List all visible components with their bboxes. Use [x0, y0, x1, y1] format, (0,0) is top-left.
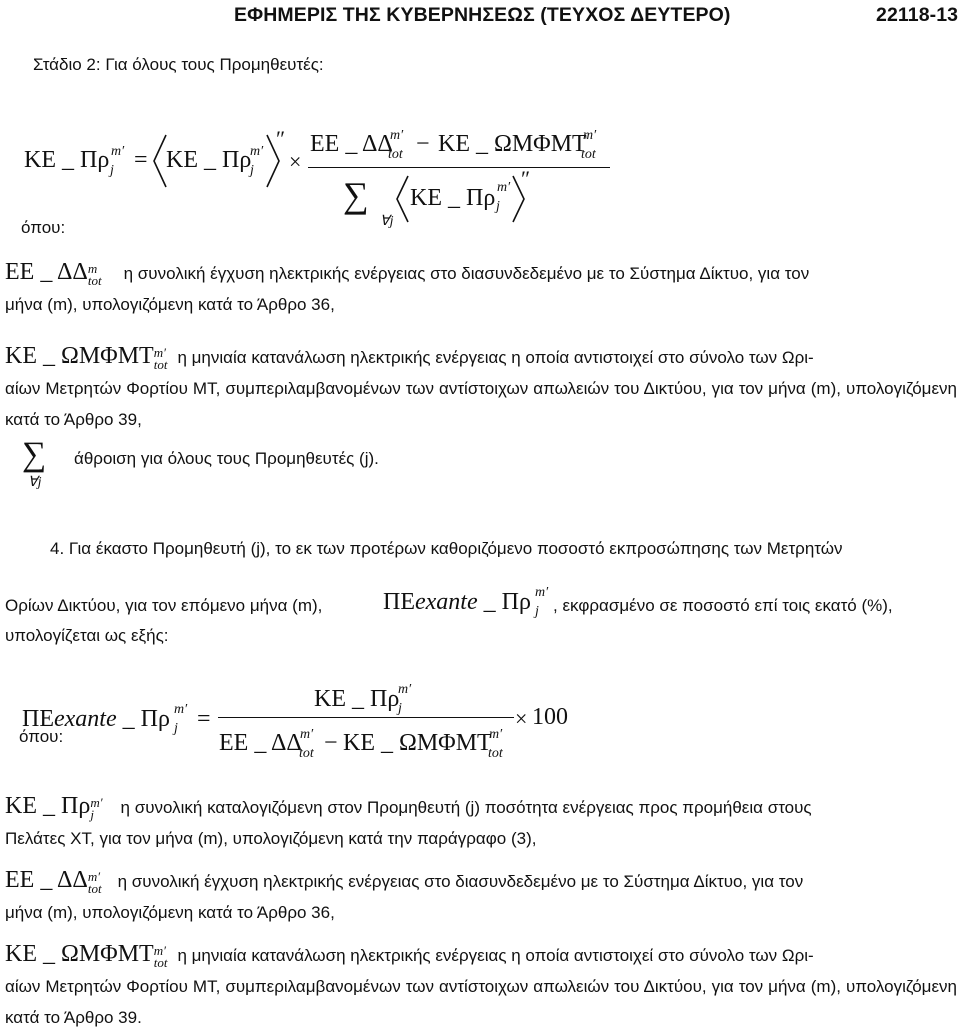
def-text-cont: μήνα (m), υπολογιζόμενη κατά το Άρθρο 36, [5, 295, 335, 314]
def-text-cont: αίων Μετρητών Φορτίου ΜΤ, συμπεριλαμβανομένων των αντίστοιχων απωλειών του Δικτύου, για τον μήνα (m), υπολογιζόμενη κατά το Άρθρο 39. [5, 977, 957, 1027]
def-text-cont: μήνα (m), υπολογιζόμενη κατά το Άρθρο 36, [5, 903, 335, 922]
section-4-line2a: Ορίων Δικτύου, για τον επόμενο μήνα (m), [5, 596, 323, 615]
f2-lhs-sub: j [174, 721, 178, 736]
f2-num-sub: j [398, 701, 402, 716]
f1-lhs: ΚΕ _ Πρ [24, 147, 110, 173]
f1-lhs-sup: m′ [111, 144, 125, 159]
f1-num-a-sub: tot [388, 147, 403, 162]
def-symbol: ΕΕ _ ΔΔ [5, 867, 88, 893]
def-symbol: ΚΕ _ ΩΜΦΜΤ [5, 941, 154, 967]
where-label-2: όπου: [19, 727, 64, 746]
definition-ke-omfmt-2: ΚΕ _ ΩΜΦΜΤ m′ tot η μηνιαία κατανάλωση ηλεκτρικής ενέργειας η οποία αντιστοιχεί στο σύνολο των Ωρι- αίων Μετρητών Φορτίου ΜΤ, συμπεριλαμβανομένων των αντίστοιχων απωλειών του Δικτύου, για τον μήνα (m), υπολογιζόμενη κατά το Άρθρο 39. [5, 941, 957, 1027]
f1-rhs-sup: m′ [250, 144, 264, 159]
f1-den-sup: m′ [497, 180, 511, 195]
f1-num-a: ΕΕ _ ΔΔ [310, 131, 393, 157]
f1-num-b: ΚΕ _ ΩΜΦΜΤ [438, 131, 587, 157]
f1-double-prime: ″ [276, 126, 286, 151]
f2-lhs-sup: m′ [174, 702, 188, 717]
def-symbol: ΚΕ _ ΩΜΦΜΤ [5, 343, 154, 369]
definition-ee-dd-1: ΕΕ _ ΔΔ m tot η συνολική έγχυση ηλεκτρικής ενέργειας στο διασυνδεδεμένο με το Σύστημα Δίκτυο, για τον μήνα (m), υπολογιζόμενη κατά το Άρθρο 36, [5, 259, 810, 314]
f1-den-sub: j [496, 199, 500, 214]
def-text: η μηνιαία κατανάλωση ηλεκτρικής ενέργειας η οποία αντιστοιχεί στο σύνολο των Ωρι- [177, 348, 814, 367]
def-text-cont: Πελάτες ΧΤ, για τον μήνα (m), υπολογιζόμενη κατά την παράγραφο (3), [5, 829, 537, 848]
definition-ee-dd-2: ΕΕ _ ΔΔ m′ tot η συνολική έγχυση ηλεκτρικής ενέργειας στο διασυνδεδεμένο με το Σύστημα Δίκτυο, για τον μήνα (m), υπολογιζόμενη κατά το Άρθρο 36, [5, 867, 804, 922]
f2-lhs: ΠΕexante _ Πρ [22, 706, 170, 732]
f1-sum-sub: ∀j [380, 214, 394, 229]
f2-den-a: ΕΕ _ ΔΔ [219, 730, 302, 756]
def-text: η συνολική έγχυση ηλεκτρικής ενέργειας στο διασυνδεδεμένο με το Σύστημα Δίκτυο, για τον [123, 264, 810, 283]
f2-num: ΚΕ _ Πρ [314, 686, 400, 712]
def-text: η συνολική έγχυση ηλεκτρικής ενέργειας στο διασυνδεδεμένο με το Σύστημα Δίκτυο, για τον [117, 872, 804, 891]
f2-den-b-sub: tot [488, 746, 503, 761]
definition-ke-pr: ΚΕ _ Πρ m′ j η συνολική καταλογιζόμενη στον Προμηθευτή (j) ποσότητα ενέργειας προς προμήθεια στους Πελάτες ΧΤ, για τον μήνα (m), υπολογιζόμενη κατά την παράγραφο (3), [5, 793, 812, 848]
section-4-line3: υπολογίζεται ως εξής: [5, 626, 169, 645]
f2-fraction-bar [218, 717, 514, 718]
section-4-line1: 4. Για έκαστο Προμηθευτή (j), το εκ των προτέρων καθοριζόμενο ποσοστό εκπροσώπησης των Μετρητών [50, 539, 843, 558]
def-text: η μηνιαία κατανάλωση ηλεκτρικής ενέργειας η οποία αντιστοιχεί στο σύνολο των Ωρι- [177, 946, 814, 965]
f1-num-b-sub: tot [581, 147, 596, 162]
f2-factor: 100 [532, 704, 568, 730]
f1-times: × [289, 149, 302, 174]
f2-num-sup: m′ [398, 682, 412, 697]
sum-def-sub: ∀j [28, 475, 42, 490]
f1-den: ΚΕ _ Πρ [410, 185, 496, 211]
sum-def-text: άθροιση για όλους τους Προμηθευτές (j). [74, 449, 379, 468]
f1-den-double-prime: ″ [521, 166, 531, 191]
f2-den-b: ΚΕ _ ΩΜΦΜΤ [343, 730, 492, 756]
f1-sum-symbol: ∑ [343, 175, 369, 215]
definition-ke-omfmt-1: ΚΕ _ ΩΜΦΜΤ m′ tot η μηνιαία κατανάλωση ηλεκτρικής ενέργειας η οποία αντιστοιχεί στο σύνολο των Ωρι- αίων Μετρητών Φορτίου ΜΤ, συμπεριλαμβανομένων των αντίστοιχων απωλειών του Δικτύου, για τον μήνα (m), υπολογιζόμενη κατά το Άρθρο 39, [5, 343, 957, 429]
stage-heading: Στάδιο 2: Για όλους τους Προμηθευτές: [33, 55, 324, 74]
section-4-symbol-sub: j [535, 604, 539, 619]
sum-def-symbol: ∑ [22, 436, 47, 473]
f2-equals: = [197, 706, 211, 732]
def-symbol: ΕΕ _ ΔΔ [5, 259, 88, 285]
f1-minus: − [416, 131, 430, 157]
f1-fraction-bar [308, 167, 610, 168]
def-text-cont: αίων Μετρητών Φορτίου ΜΤ, συμπεριλαμβανομένων των αντίστοιχων απωλειών του Δικτύου, για τον μήνα (m), υπολογιζόμενη κατά το Άρθρο 39, [5, 379, 957, 429]
f1-rhs-sub: j [250, 163, 254, 178]
f2-minus: − [324, 730, 338, 756]
def-text: η συνολική καταλογιζόμενη στον Προμηθευτή (j) ποσότητα ενέργειας προς προμήθεια στους [120, 798, 812, 817]
f1-equals: = [134, 147, 148, 173]
gazette-title: ΕΦΗΜΕΡΙΣ ΤΗΣ ΚΥΒΕΡΝΗΣΕΩΣ (ΤΕΥΧΟΣ ΔΕΥΤΕΡΟ) [234, 4, 731, 26]
f1-num-a-sup: m′ [390, 128, 404, 143]
f1-rhs: ΚΕ _ Πρ [166, 147, 252, 173]
f2-den-a-sub: tot [299, 746, 314, 761]
f2-times: × [515, 706, 528, 731]
section-4-symbol: ΠΕexante _ Πρ [383, 589, 531, 615]
where-label-1: όπου: [21, 218, 66, 237]
f2-den-b-sup: m′ [489, 727, 503, 742]
def-symbol: ΚΕ _ Πρ [5, 793, 91, 819]
page-number: 22118-13 [876, 4, 959, 26]
section-4-symbol-sup: m′ [535, 585, 549, 600]
f2-den-a-sup: m′ [300, 727, 314, 742]
section-4-line2b: , εκφρασμένο σε ποσοστό επί τοις εκατό (%), [553, 596, 893, 615]
f1-lhs-sub: j [110, 163, 114, 178]
f1-num-b-sup: m′ [583, 128, 597, 143]
